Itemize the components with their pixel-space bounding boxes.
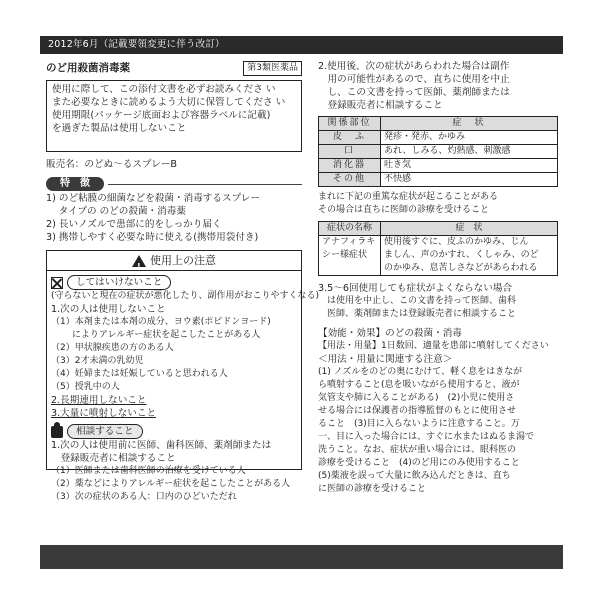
- dont-item: 2.長期連用しないこと: [51, 395, 147, 406]
- dont-item: （4）妊婦または妊娠していると思われる人: [51, 369, 228, 379]
- item2-line: 登録販売者に相談すること: [318, 100, 443, 111]
- notice-line: 使用に際して、この添付文書を必ずお読みくださ い: [52, 84, 276, 95]
- rare-line: まれに下記の重篤な症状が起こることがある: [318, 192, 499, 202]
- item3-line: は使用を中止し、この文書を持って医師、歯科: [318, 296, 517, 306]
- table-cell-area: その他: [319, 173, 381, 187]
- severe-symptoms-table: [318, 221, 558, 276]
- title-row: [46, 60, 302, 76]
- dont-item: によりアレルギー症状を起こしたことがある人: [51, 330, 261, 340]
- table-cell-name: アナフィラキシー様症状: [319, 236, 381, 276]
- notice-line: 使用期限(パッケージ底面および容器ラベルに記載): [52, 110, 271, 121]
- features-label: 特 徴: [46, 177, 104, 191]
- item2-line: 用の可能性があるので、直ちに使用を中止: [318, 74, 510, 85]
- dosage-note-line: 洗うこと。なお、症状が重い場合には、眼科医の: [318, 445, 517, 455]
- revision-text: 2012年6月（記載要領変更に伴う改訂）: [48, 39, 225, 50]
- table-header-cell: 症 状: [381, 117, 558, 131]
- table-header-cell: 関係部位: [319, 117, 381, 131]
- dont-item: 3.大量に噴射しないこと: [51, 408, 157, 419]
- dosage-note-line: ら噴射すること(息を吸いながら使用すると、液が: [318, 380, 520, 390]
- dosage-note-line: 気管支や肺に入ることがある) (2)小児に使用さ: [318, 393, 515, 403]
- table-cell-symptom: 吐き気: [381, 159, 558, 173]
- consult-item: （3）次の症状のある人：口内のひどいただれ: [51, 492, 237, 502]
- efficacy: 【効能・効果】のどの殺菌・消毒: [318, 328, 462, 339]
- dosage-note-line: せる場合には保護者の指導監督のもとに使用させ: [318, 406, 517, 416]
- table-cell-symptom: 不快感: [381, 173, 558, 187]
- symptom-line: ましん、声のかすれ、くしゃみ、のど: [384, 250, 539, 260]
- consult-item: （2）薬などによりアレルギー症状を起こしたことがある人: [51, 479, 291, 489]
- dosage-note-line: (5)薬液を誤って大量に飲み込んだときは、直ち: [318, 471, 511, 481]
- notice-line: を過ぎた製品は使用しないこと: [52, 123, 187, 134]
- table-cell-area: 皮 ふ: [319, 131, 381, 145]
- side-effects-table: [318, 116, 558, 187]
- dont-item: （3）2才未満の乳幼児: [51, 356, 144, 366]
- table-header-cell: 症 状: [381, 222, 558, 236]
- feature-item: タイプの のどの殺菌・消毒薬: [46, 206, 186, 217]
- document-title: のど用殺菌消毒薬: [46, 61, 130, 74]
- rare-line: その場合は直ちに医師の診療を受けること: [318, 205, 490, 215]
- symptom-line: 使用後すぐに、皮ふのかゆみ、じん: [384, 237, 529, 247]
- consult-item: （1）医師または歯科医師の治療を受けている人: [51, 466, 246, 476]
- dont-item: 1.次の人は使用しないこと: [51, 304, 166, 315]
- table-header-cell: 症状の名称: [319, 222, 381, 236]
- caution-box: [46, 250, 320, 502]
- heading-rule: [108, 184, 302, 185]
- features-heading: [46, 176, 302, 192]
- dosage-note-line: (1) ノズルをのどの奥にむけて、軽く息をはきなが: [318, 367, 523, 377]
- package-insert-document: [40, 60, 563, 544]
- revision-header-bar: [40, 36, 563, 54]
- symptom-line: のかゆみ、息苦しさなどがあらわれる: [384, 263, 538, 273]
- dosage: 【用法・用量】1日数回、適量を患部に噴射してください: [318, 341, 549, 351]
- table-header-row: [319, 222, 558, 236]
- item2-line: 2.使用後、次の症状があらわれた場合は副作: [318, 61, 510, 72]
- dosage-note-line: に医師の診療を受けること: [318, 484, 427, 494]
- dosage-note-title: ＜用法・用量に関連する注意＞: [318, 354, 453, 365]
- footer-bar: [40, 545, 563, 569]
- table-cell-symptom: あれ、しみる、灼熱感、刺激感: [381, 145, 558, 159]
- dosage-note-line: 診療を受けること (4)のど用にのみ使用すること: [318, 458, 520, 468]
- dosage-note-line: ること (3)目に入らないように注意すること。万: [318, 419, 520, 429]
- caution-title-row: [47, 251, 301, 271]
- caution-title: 使用上の注意: [150, 254, 216, 267]
- feature-item: 3) 携帯しやすく必要な時に使える(携帯用袋付き): [46, 232, 259, 243]
- consult-item: 1.次の人は使用前に医師、歯科医師、薬剤師または: [51, 440, 272, 451]
- dosage-note-line: 一、目に入った場合には、すぐに水またはぬるま湯で: [318, 432, 535, 442]
- dont-heading: [51, 275, 297, 290]
- item3-line: 医師、薬剤師または登録販売者に相談すること: [318, 309, 517, 319]
- prohibited-icon: [51, 277, 63, 289]
- table-header-row: [319, 117, 558, 131]
- table-cell-symptom: [381, 236, 558, 276]
- dont-note: (守らないと現在の症状が悪化したり、副作用がおこりやすくなる): [51, 291, 320, 301]
- dont-item: （5）授乳中の人: [51, 382, 120, 392]
- table-row: [319, 159, 558, 173]
- left-column: [46, 60, 320, 502]
- table-cell-area: 消化器: [319, 159, 381, 173]
- table-cell-symptom: 発疹・発赤、かゆみ: [381, 131, 558, 145]
- table-row: [319, 236, 558, 276]
- table-row: [319, 131, 558, 145]
- consult-icon: [51, 426, 63, 438]
- right-column: [318, 60, 558, 496]
- read-notice-box: [46, 80, 302, 152]
- dont-label: してはいけないこと: [67, 275, 171, 290]
- consult-heading: [51, 424, 297, 439]
- feature-item: 1) のど粘膜の細菌などを殺菌・消毒するスプレー: [46, 193, 260, 204]
- consult-item: 登録販売者に相談すること: [51, 453, 176, 464]
- item3-line: 3.5～6回使用しても症状がよくならない場合: [318, 283, 513, 294]
- warning-triangle-icon: [132, 255, 146, 267]
- product-name: 販売名：のどぬ～るスプレーB: [46, 159, 177, 170]
- classification-badge: 第3類医薬品: [243, 61, 302, 76]
- notice-line: また必要なときに読めるよう大切に保管してくださ い: [52, 97, 286, 108]
- table-row: [319, 145, 558, 159]
- dont-item: （2）甲状腺疾患の方のある人: [51, 343, 174, 353]
- dont-item: （1）本剤または本剤の成分、ヨウ素(ポビドンヨード): [51, 317, 271, 327]
- feature-item: 2) 長いノズルで患部に的をしっかり届く: [46, 219, 222, 230]
- consult-label: 相談すること: [67, 424, 143, 439]
- table-row: [319, 173, 558, 187]
- item2-line: し、この文書を持って医師、薬剤師または: [318, 87, 510, 98]
- table-cell-area: 口: [319, 145, 381, 159]
